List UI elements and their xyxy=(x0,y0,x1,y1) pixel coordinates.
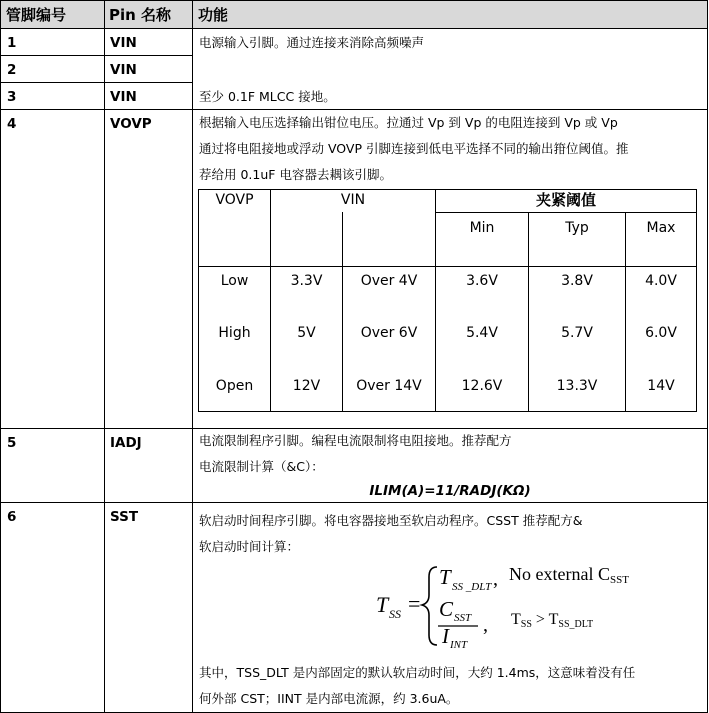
sst-description-line1: 软启动时间程序引脚。将电容器接地至软启动程序。CSST 推荐配方& xyxy=(199,513,583,528)
sub-cell-over: Over 6V xyxy=(360,325,418,341)
sub-header-typ: Typ xyxy=(565,220,589,236)
pin-name-5: IADJ xyxy=(110,435,142,451)
sub-cell-max: 6.0V xyxy=(645,325,677,341)
sub-cell-min: 3.6V xyxy=(466,273,498,289)
sst-description-line3: 其中，TSS_DLT 是内部固定的默认软启动时间，大约 1.4ms，这意味着没有任 xyxy=(199,665,636,680)
svg-text:,: , xyxy=(493,568,498,590)
vovp-description-line1: 根据输入电压选择输出钳位电压。拉通过 Vp 到 Vp 的电阻连接到 Vp 或 Vp xyxy=(199,115,618,130)
header-pin-name: Pin 名称 xyxy=(109,6,172,24)
sub-cell-typ: 5.7V xyxy=(561,325,593,341)
svg-text:INT: INT xyxy=(450,639,468,651)
sub-cell-min: 5.4V xyxy=(466,325,498,341)
pin-name-3: VIN xyxy=(110,89,137,105)
svg-text:SS: SS xyxy=(389,607,401,621)
sub-cell-vin: 5V xyxy=(297,325,316,341)
sub-cell-max: 14V xyxy=(647,378,675,394)
svg-text:=: = xyxy=(408,591,421,616)
pin-number-1: 1 xyxy=(7,35,17,51)
svg-text:,: , xyxy=(483,614,488,636)
pin-number-5: 5 xyxy=(7,435,17,451)
svg-text:I: I xyxy=(442,624,449,648)
sub-header-clamp-threshold: 夹紧阈值 xyxy=(535,191,596,209)
vin-description-line1: 电源输入引脚。通过连接来消除高频噪声 xyxy=(199,35,425,50)
pin-number-6: 6 xyxy=(7,509,17,525)
sub-cell-over: Over 14V xyxy=(356,378,422,394)
svg-text:T: T xyxy=(439,565,451,589)
vin-description-line2: 至少 0.1F MLCC 接地。 xyxy=(199,89,336,104)
sub-cell-vovp: Open xyxy=(215,378,254,394)
pin-name-1: VIN xyxy=(110,35,137,51)
vovp-description-line3: 荐给用 0.1uF 电容器去耦该引脚。 xyxy=(199,167,392,182)
svg-text:SS _DLT: SS _DLT xyxy=(452,581,492,593)
sub-cell-typ: 3.8V xyxy=(561,273,593,289)
formula-case2-condition: TSS > TSS_DLT xyxy=(511,611,594,630)
sub-header-vovp: VOVP xyxy=(215,192,254,208)
pin-name-2: VIN xyxy=(110,62,137,78)
left-brace-icon xyxy=(422,567,437,645)
sub-header-vin: VIN xyxy=(340,192,366,208)
sst-description-line2: 软启动时间计算： xyxy=(199,539,300,554)
sub-cell-max: 4.0V xyxy=(645,273,677,289)
sub-cell-vin: 3.3V xyxy=(290,273,323,289)
sub-cell-typ: 13.3V xyxy=(556,378,598,394)
sub-cell-vovp: High xyxy=(218,325,251,341)
svg-text:C: C xyxy=(439,597,454,621)
pin-number-4: 4 xyxy=(7,116,17,132)
sub-cell-vin: 12V xyxy=(292,378,321,394)
sub-cell-vovp: Low xyxy=(220,273,249,289)
svg-text:SST: SST xyxy=(454,612,472,624)
vovp-description-line2: 通过将电阻接地或浮动 VOVP 引脚连接到低电平选择不同的输出箝位阈值。推 xyxy=(199,141,629,156)
svg-text:T: T xyxy=(376,592,389,617)
sub-cell-over: Over 4V xyxy=(360,273,418,289)
sst-description-line4: 何外部 CST；IINT 是内部电流源，约 3.6uA。 xyxy=(199,691,459,706)
header-pin-number: 管脚编号 xyxy=(6,6,67,24)
pin-number-2: 2 xyxy=(7,62,17,78)
formula-case1-condition: No external CSST xyxy=(509,564,629,586)
sub-cell-min: 12.6V xyxy=(461,378,503,394)
soft-start-formula xyxy=(193,555,707,655)
iadj-description-line1: 电流限制程序引脚。编程电流限制将电阻接地。推荐配方 xyxy=(199,433,512,448)
pin-number-3: 3 xyxy=(7,89,17,105)
pin-name-6: SST xyxy=(110,509,139,525)
header-function: 功能 xyxy=(198,6,229,24)
iadj-formula: ILIM(A)=11/RADJ(KΩ) xyxy=(369,483,531,499)
sub-header-min: Min xyxy=(469,220,495,236)
iadj-description-line2: 电流限制计算（&C）： xyxy=(199,459,324,474)
sub-header-max: Max xyxy=(646,220,676,236)
pin-name-4: VOVP xyxy=(110,116,152,132)
